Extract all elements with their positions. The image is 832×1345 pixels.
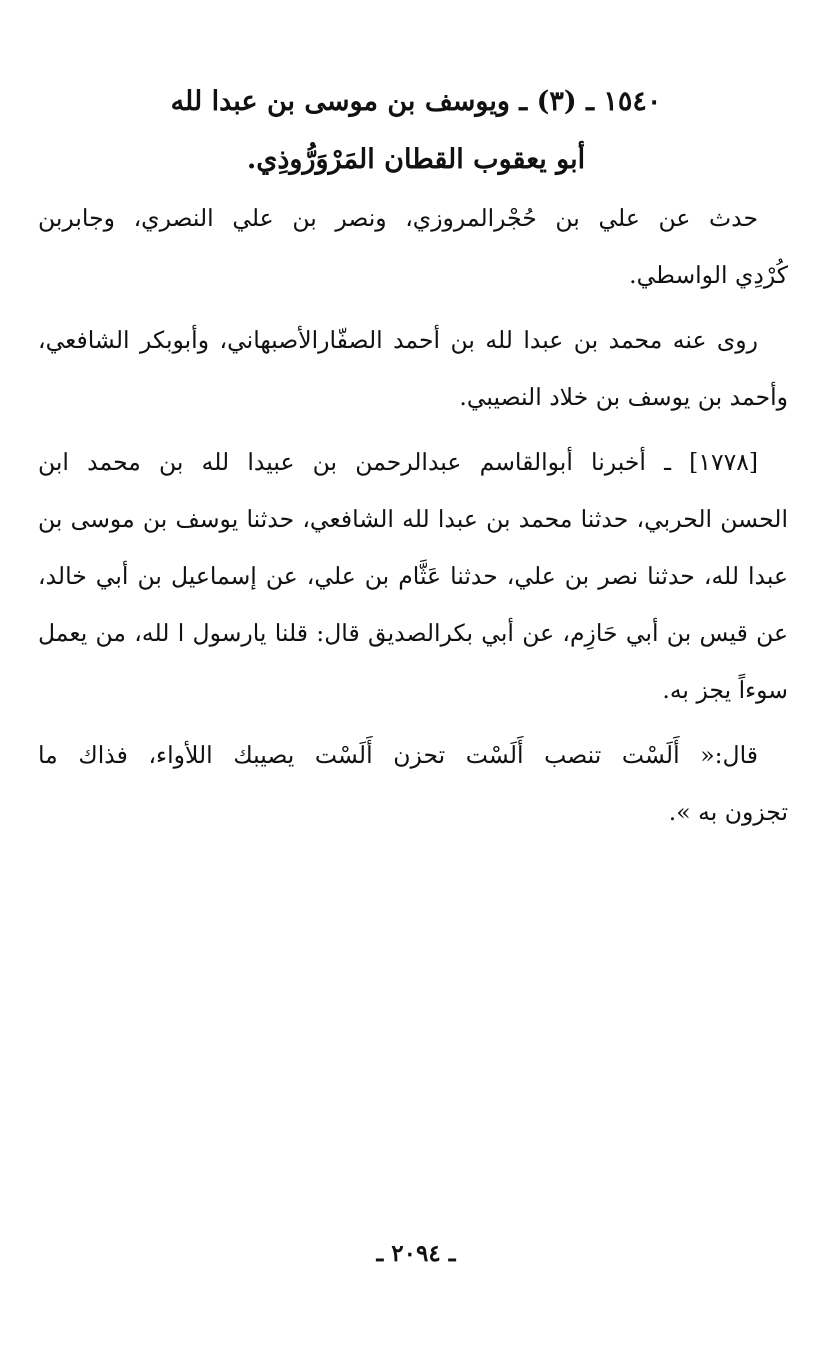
entry-body <box>38 190 788 841</box>
text-line: سوءاً يجز به. <box>662 676 788 704</box>
text-line: عبدا لله، حدثنا نصر بن علي، حدثنا عَثَّام بن علي، عن إسماعيل بن أبي خالد، <box>38 562 788 590</box>
entry-heading-line-1: ١٥٤٠ ـ (٣) ـ ويوسف بن موسى بن عبدا لله <box>170 86 662 117</box>
paragraph-narrated-from <box>38 190 788 304</box>
text-line: [١٧٧٨] ـ أخبرنا أبوالقاسم عبدالرحمن بن عبيدا لله بن محمد ابن <box>38 448 758 476</box>
paragraph-hadith-chain <box>38 434 788 719</box>
text-line: تجزون به ». <box>668 798 788 826</box>
paragraph-narrated-by <box>38 312 788 426</box>
entry-heading-line-2: أبو يعقوب القطان المَرْوَرُّوذِي. <box>246 144 586 175</box>
text-line: حدث عن علي بن حُجْرالمروزي، ونصر بن علي النصري، وجابربن <box>38 204 758 232</box>
text-line: كُرْدِي الواسطي. <box>629 261 788 289</box>
text-line: وأحمد بن يوسف بن خلاد النصيبي. <box>459 383 788 411</box>
paragraph-hadith-text <box>38 727 788 841</box>
text-line: قال:« أَلَسْت تنصب أَلَسْت تحزن أَلَسْت يصيبك اللأواء، فذاك ما <box>38 741 758 769</box>
page-number: ـ ٢٠٩٤ ـ <box>376 1240 456 1267</box>
text-line: الحسن الحربي، حدثنا محمد بن عبدا لله الشافعي، حدثنا يوسف بن موسى بن <box>38 505 788 533</box>
text-line: عن قيس بن أبي حَازِم، عن أبي بكرالصديق قال: قلنا يارسول ا لله، من يعمل <box>38 619 788 647</box>
text-line: روى عنه محمد بن عبدا لله بن أحمد الصفّارالأصبهاني، وأبوبكر الشافعي، <box>38 326 758 354</box>
